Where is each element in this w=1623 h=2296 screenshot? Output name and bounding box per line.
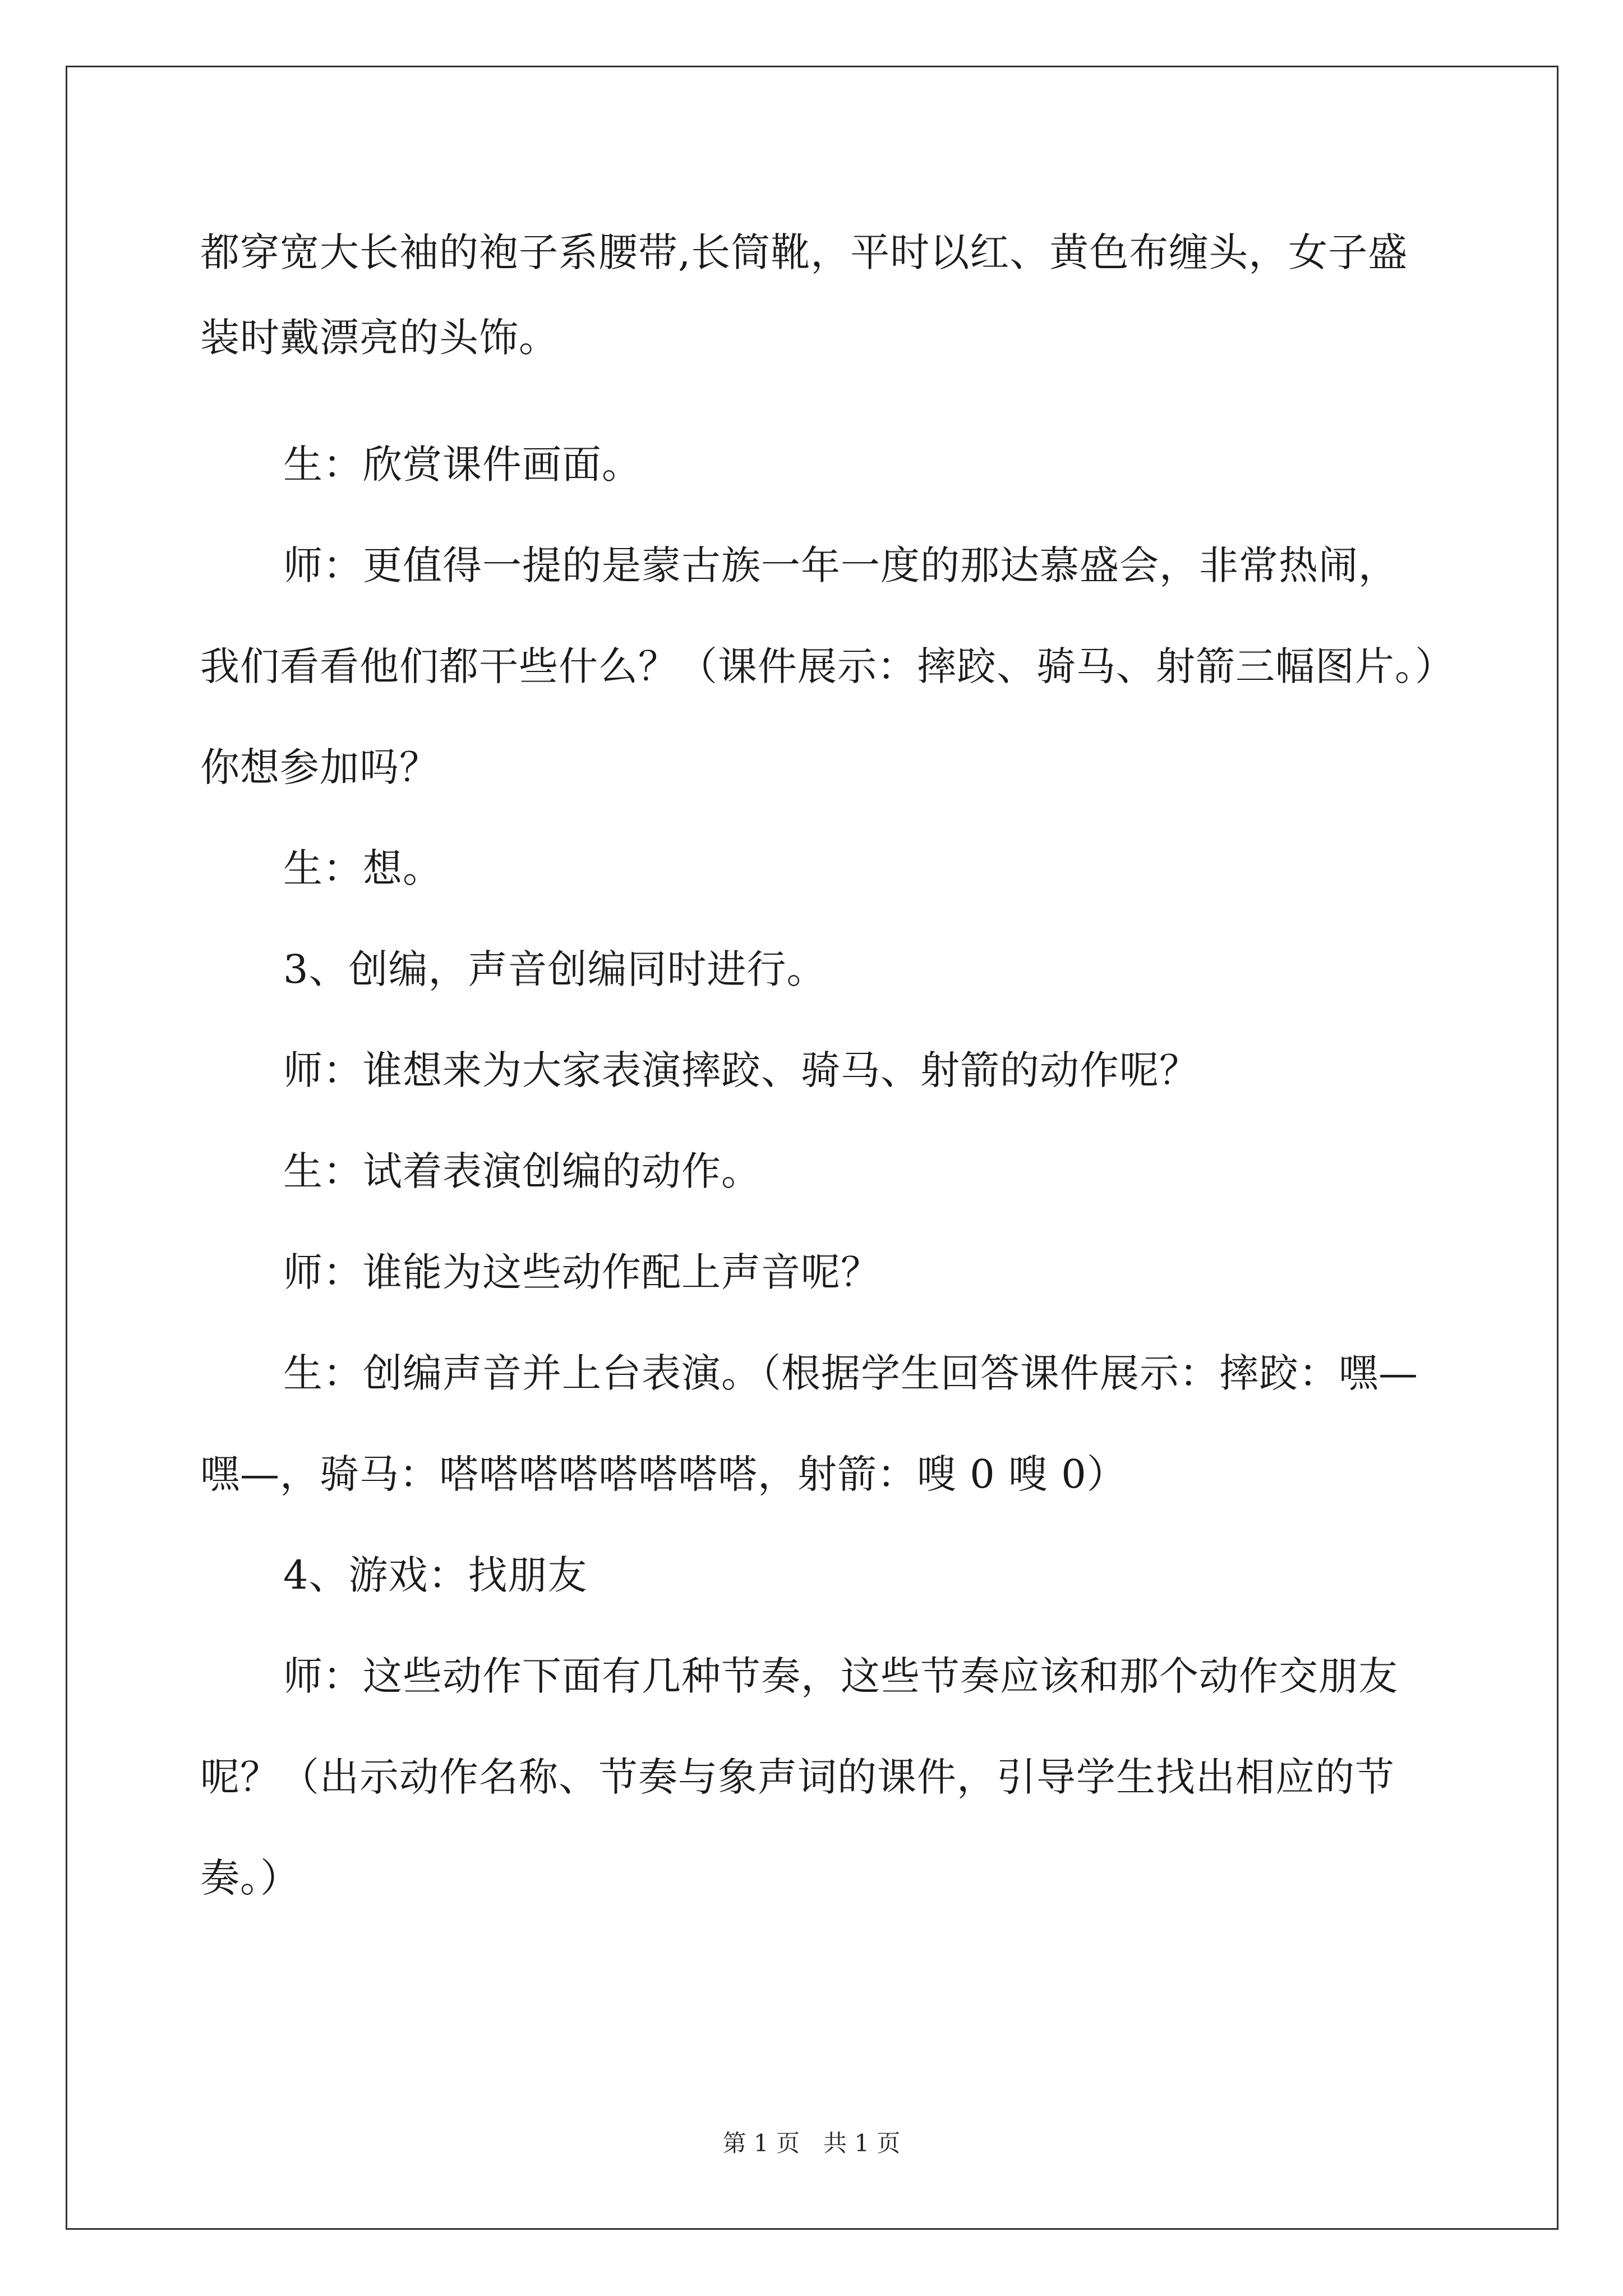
text-line: 我们看看他们都干些什么？（课件展示：摔跤、骑马、射箭三幅图片。） — [200, 643, 1455, 689]
text-line: 都穿宽大长袖的袍子系腰带,长筒靴，平时以红、黄色布缠头，女子盛 — [200, 229, 1408, 275]
page-number-footer: 第 1 页 共 1 页 — [722, 2129, 901, 2157]
text-line: 你想参加吗？ — [200, 744, 439, 790]
paragraph-line: 师：更值得一提的是蒙古族一年一度的那达慕盛会，非常热闹， — [283, 542, 1398, 588]
paragraph-line: 4、游戏：找朋友 — [283, 1552, 588, 1598]
paragraph-line: 3、创编，声音创编同时进行。 — [283, 946, 827, 992]
paragraph-line: 生：欣赏课件画面。 — [283, 441, 642, 487]
text-line: 呢？（出示动作名称、节奏与象声词的课件，引导学生找出相应的节 — [200, 1754, 1395, 1800]
text-line: 奏。） — [200, 1855, 300, 1901]
paragraph-line: 师：谁能为这些动作配上声音呢？ — [283, 1249, 880, 1295]
paragraph-line: 生：想。 — [283, 845, 442, 891]
text-line: 装时戴漂亮的头饰。 — [200, 315, 559, 361]
paragraph-line: 生：试着表演创编的动作。 — [283, 1148, 761, 1194]
paragraph-line: 师：谁想来为大家表演摔跤、骑马、射箭的动作呢？ — [283, 1047, 1199, 1093]
paragraph-line: 生：创编声音并上台表演。（根据学生回答课件展示：摔跤：嘿— — [283, 1350, 1418, 1396]
text-line: 嘿—，骑马：嗒嗒嗒嗒嗒嗒嗒嗒，射箭：嗖 0 嗖 0） — [200, 1451, 1127, 1497]
paragraph-line: 师：这些动作下面有几种节奏，这些节奏应该和那个动作交朋友 — [283, 1653, 1398, 1699]
